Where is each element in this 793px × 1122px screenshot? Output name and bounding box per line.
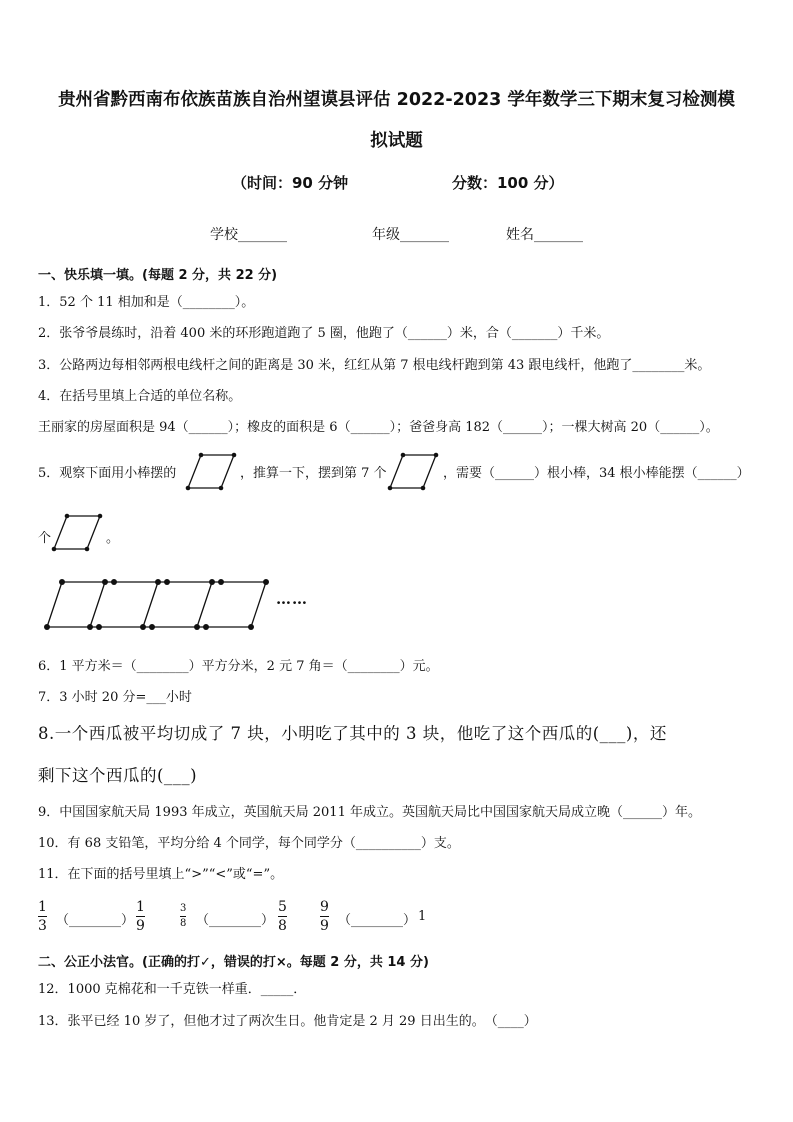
parallelogram-icon [184, 450, 238, 492]
question-9: 9．中国国家航天局 1993 年成立，英国航天局 2011 年成立。英国航天局比中国国家航天局成立晚（______）年。 [38, 805, 701, 820]
page-title-line1: 贵州省黔西南布依族苗族自治州望谟县评估 2022-2023 学年数学三下期末复习检测模 [58, 90, 735, 110]
compare-blank-3: （________） [338, 913, 417, 928]
question-8-line2: 剩下这个西瓜的(___) [38, 766, 198, 785]
fraction-1-3: 1 3 [38, 899, 47, 934]
parallelogram-row-figure [40, 575, 280, 635]
question-12: 12．1000 克棉花和一千克铁一样重．_____． [38, 982, 307, 997]
question-5-part-b: ，推算一下，摆到第 7 个 [240, 466, 387, 481]
question-13: 13．张平已经 10 岁了，但他才过了两次生日。他肯定是 2 月 29 日出生的。 （____） [38, 1014, 537, 1029]
question-5-part-c: ，需要（______）根小棒，34 根小棒能摆（______） [443, 466, 750, 481]
fraction-5-8: 5 8 [278, 899, 287, 934]
number-one: 1 [418, 909, 427, 924]
question-2: 2．张爷爷晨练时，沿着 400 米的环形跑道跑了 5 圈，他跑了（______）米，合（_______）千米。 [38, 326, 610, 341]
fraction-1-9: 1 9 [136, 899, 145, 934]
compare-blank-2: （________） [196, 913, 275, 928]
compare-blank-1: （________） [56, 913, 135, 928]
page-title-line2: 拟试题 [370, 131, 423, 151]
fraction-3-8: 3 8 [180, 903, 187, 929]
section-1-heading: 一、快乐填一填。(每题 2 分，共 22 分) [38, 268, 278, 283]
question-5-part-a: 5．观察下面用小棒摆的 [38, 466, 177, 481]
question-3: 3．公路两边每相邻两根电线杆之间的距离是 30 米，红红从第 7 根电线杆跑到第 43 跟电线杆，他跑了________米。 [38, 358, 711, 373]
question-1: 1．52 个 11 相加和是（________）。 [38, 295, 255, 310]
question-10: 10．有 68 支铅笔，平均分给 4 个同学，每个同学分（__________）支。 [38, 836, 460, 851]
question-4: 4．在括号里填上合适的单位名称。 [38, 389, 242, 404]
question-11: 11．在下面的括号里填上“>”“<”或“=”。 [38, 867, 284, 882]
grade-field: 年级_______ [372, 227, 449, 243]
question-5-part-d: 个 [38, 531, 52, 546]
parallelogram-icon [50, 512, 104, 554]
exam-time: （时间：90 分钟 [232, 174, 349, 192]
name-field: 姓名_______ [506, 227, 583, 243]
continuation-dots: …… [276, 590, 308, 608]
section-2-heading: 二、公正小法官。(正确的打✓，错误的打×。每题 2 分，共 14 分) [38, 955, 429, 970]
question-5-part-e: 。 [106, 531, 120, 546]
school-field: 学校_______ [210, 227, 287, 243]
question-7: 7．3 小时 20 分=___小时 [38, 690, 192, 705]
question-6: 6．1 平方米＝（________）平方分米，2 元 7 角＝（________）元。 [38, 659, 439, 674]
question-8-line1: 8.一个西瓜被平均切成了 7 块，小明吃了其中的 3 块，他吃了这个西瓜的(___)，还 [38, 724, 667, 743]
question-4-items: 王丽家的房屋面积是 94（______）；橡皮的面积是 6（______）；爸爸身高 182（______）；一棵大树高 20（______）。 [38, 420, 719, 435]
fraction-9-9: 9 9 [320, 899, 329, 934]
parallelogram-icon [386, 450, 440, 492]
exam-score: 分数：100 分） [452, 174, 564, 192]
